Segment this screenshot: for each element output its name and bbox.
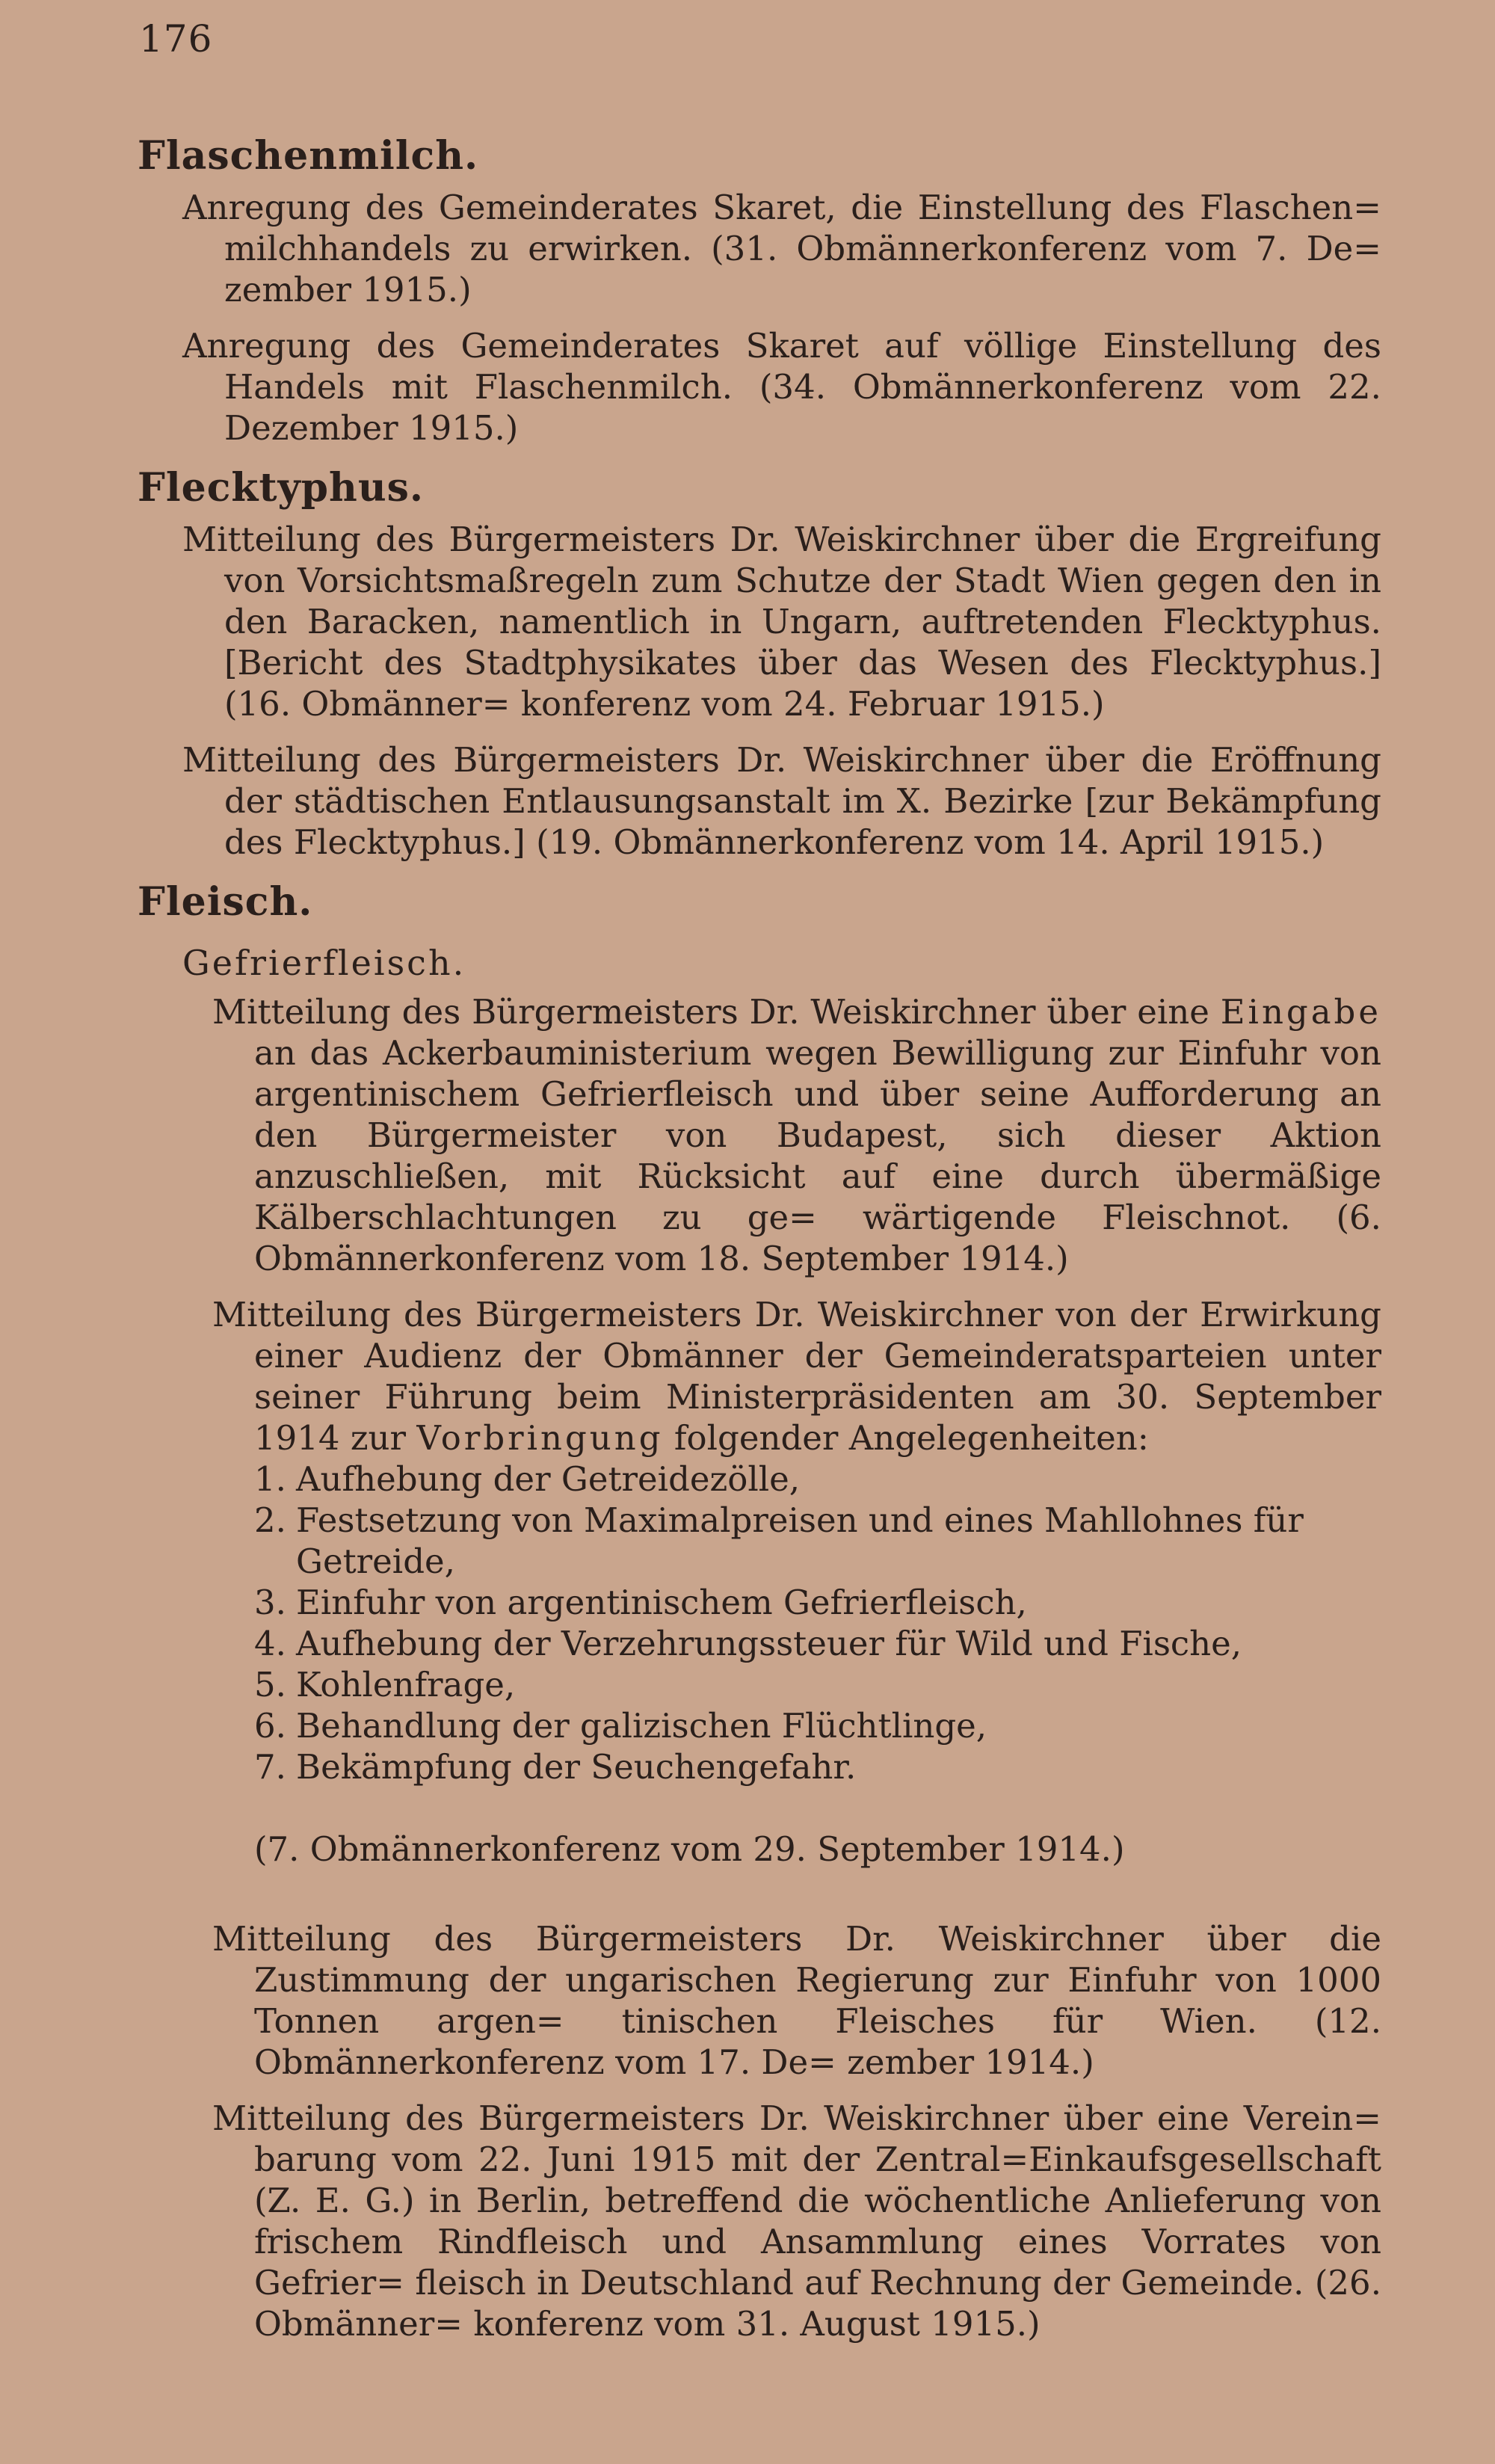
entry-fleisch-4: Mitteilung des Bürgermeisters Dr. Weiskirchner über eine Verein= barung vom 22. Juni 1915 mit der Zentral=Einkaufsgesellschaft (Z. E. G.) in Berlin, betreffend die wöchentliche Anlieferung von frischem Rindfleisch und Ansammlung eines Vorrates von Gefrier= fleisch in Deutschland auf Rechnung der Gemeinde. (26. Obmänner= konferenz vom 31. August 1915.) bbox=[212, 2098, 1381, 2344]
list-item-text: Festsetzung von Maximalpreisen und eines Mahllohnes für Getreide, bbox=[296, 1500, 1304, 1581]
list-item-number: 7. bbox=[254, 1747, 286, 1787]
list-item-text: Aufhebung der Verzehrungssteuer für Wild und Fische, bbox=[296, 1624, 1242, 1663]
list-item-number: 6. bbox=[254, 1706, 286, 1746]
agenda-list bbox=[254, 1459, 1381, 1787]
list-item-number: 1. bbox=[254, 1459, 286, 1499]
entry-fleisch-2-emphasis: Vorbringung bbox=[416, 1418, 664, 1458]
entry-flaschenmilch-2: Anregung des Gemeinderates Skaret auf völlige Einstellung des Handels mit Flaschenmilch. (34. Obmännerkonferenz vom 22. Dezember 1915.) bbox=[182, 326, 1381, 448]
list-item-text: Aufhebung der Getreidezölle, bbox=[296, 1459, 801, 1499]
list-item-text: Einfuhr von argentinischem Gefrierfleisch, bbox=[296, 1583, 1027, 1622]
list-item-number: 2. bbox=[254, 1500, 286, 1540]
entry-fleisch-2-text-b: folgender Angelegenheiten: bbox=[663, 1418, 1149, 1458]
list-item-text: Behandlung der galizischen Flüchtlinge, bbox=[296, 1706, 987, 1746]
entry-flecktyphus-1: Mitteilung des Bürgermeisters Dr. Weiskirchner über die Ergreifung von Vorsichtsmaßregeln zum Schutze der Stadt Wien gegen den in den Baracken, namentlich in Ungarn, auftretenden Flecktyphus. [Bericht des Stadtphysikates über das Wesen des Flecktyphus.] (16. Obmänner= konferenz vom 24. Februar 1915.) bbox=[182, 520, 1381, 724]
page-number: 176 bbox=[139, 17, 213, 61]
index-content bbox=[138, 133, 1381, 2344]
entry-fleisch-1-text-b: an das Ackerbauministerium wegen Bewilligung zur Einfuhr von argentinischem Gefrierfleisch und über seine Aufforderung an den Bürgermeister von Budapest, sich dieser Aktion anzuschließen, mit Rücksicht auf eine durch übermäßige Kälberschlachtungen zu ge= wärtigende Fleischnot. (6. Obmännerkonferenz vom 18. September 1914.) bbox=[254, 1033, 1381, 1278]
list-item bbox=[254, 1623, 1381, 1664]
heading-flaschenmilch: Flaschenmilch. bbox=[138, 133, 479, 179]
entry-fleisch-2-text-a: Mitteilung des Bürgermeisters Dr. Weiskirchner von der Erwirkung einer Audienz der Obmänner der Gemeinderatsparteien unter seiner Führung beim Ministerpräsidenten am 30. September 1914 zur bbox=[212, 1295, 1381, 1458]
list-item bbox=[254, 1746, 1381, 1787]
list-item bbox=[254, 1459, 1381, 1500]
entry-fleisch-1 bbox=[212, 991, 1381, 1279]
list-item-number: 5. bbox=[254, 1665, 286, 1704]
entry-flaschenmilch-1: Anregung des Gemeinderates Skaret, die Einstellung des Flaschen= milchhandels zu erwirken. (31. Obmännerkonferenz vom 7. De= zember 1915.) bbox=[182, 188, 1381, 309]
heading-flecktyphus: Flecktyphus. bbox=[138, 465, 425, 511]
list-item bbox=[254, 1582, 1381, 1623]
heading-fleisch: Fleisch. bbox=[138, 879, 313, 925]
entry-fleisch-2 bbox=[212, 1294, 1381, 1459]
list-item-text: Kohlenfrage, bbox=[296, 1665, 516, 1704]
list-item-number: 3. bbox=[254, 1583, 286, 1622]
list-item-text: Bekämpfung der Seuchengefahr. bbox=[296, 1747, 857, 1787]
subheading-gefrierfleisch: Gefrierfleisch. bbox=[182, 943, 466, 983]
entry-fleisch-2-reference: (7. Obmännerkonferenz vom 29. September 1914.) bbox=[254, 1829, 1125, 1869]
list-item bbox=[254, 1664, 1381, 1705]
entry-flecktyphus-2: Mitteilung des Bürgermeisters Dr. Weiskirchner über die Eröffnung der städtischen Entlausungsanstalt im X. Bezirke [zur Bekämpfung des Flecktyphus.] (19. Obmännerkonferenz vom 14. April 1915.) bbox=[182, 740, 1381, 862]
entry-fleisch-1-emphasis: Eingabe bbox=[1220, 992, 1381, 1032]
list-item bbox=[254, 1705, 1381, 1746]
list-item bbox=[254, 1500, 1381, 1582]
list-item-number: 4. bbox=[254, 1624, 286, 1663]
entry-fleisch-3: Mitteilung des Bürgermeisters Dr. Weiskirchner über die Zustimmung der ungarischen Regierung zur Einfuhr von 1000 Tonnen argen= tinischen Fleisches für Wien. (12. Obmännerkonferenz vom 17. De= zember 1914.) bbox=[212, 1919, 1381, 2082]
entry-fleisch-1-text-a: Mitteilung des Bürgermeisters Dr. Weiskirchner über eine bbox=[212, 992, 1221, 1032]
